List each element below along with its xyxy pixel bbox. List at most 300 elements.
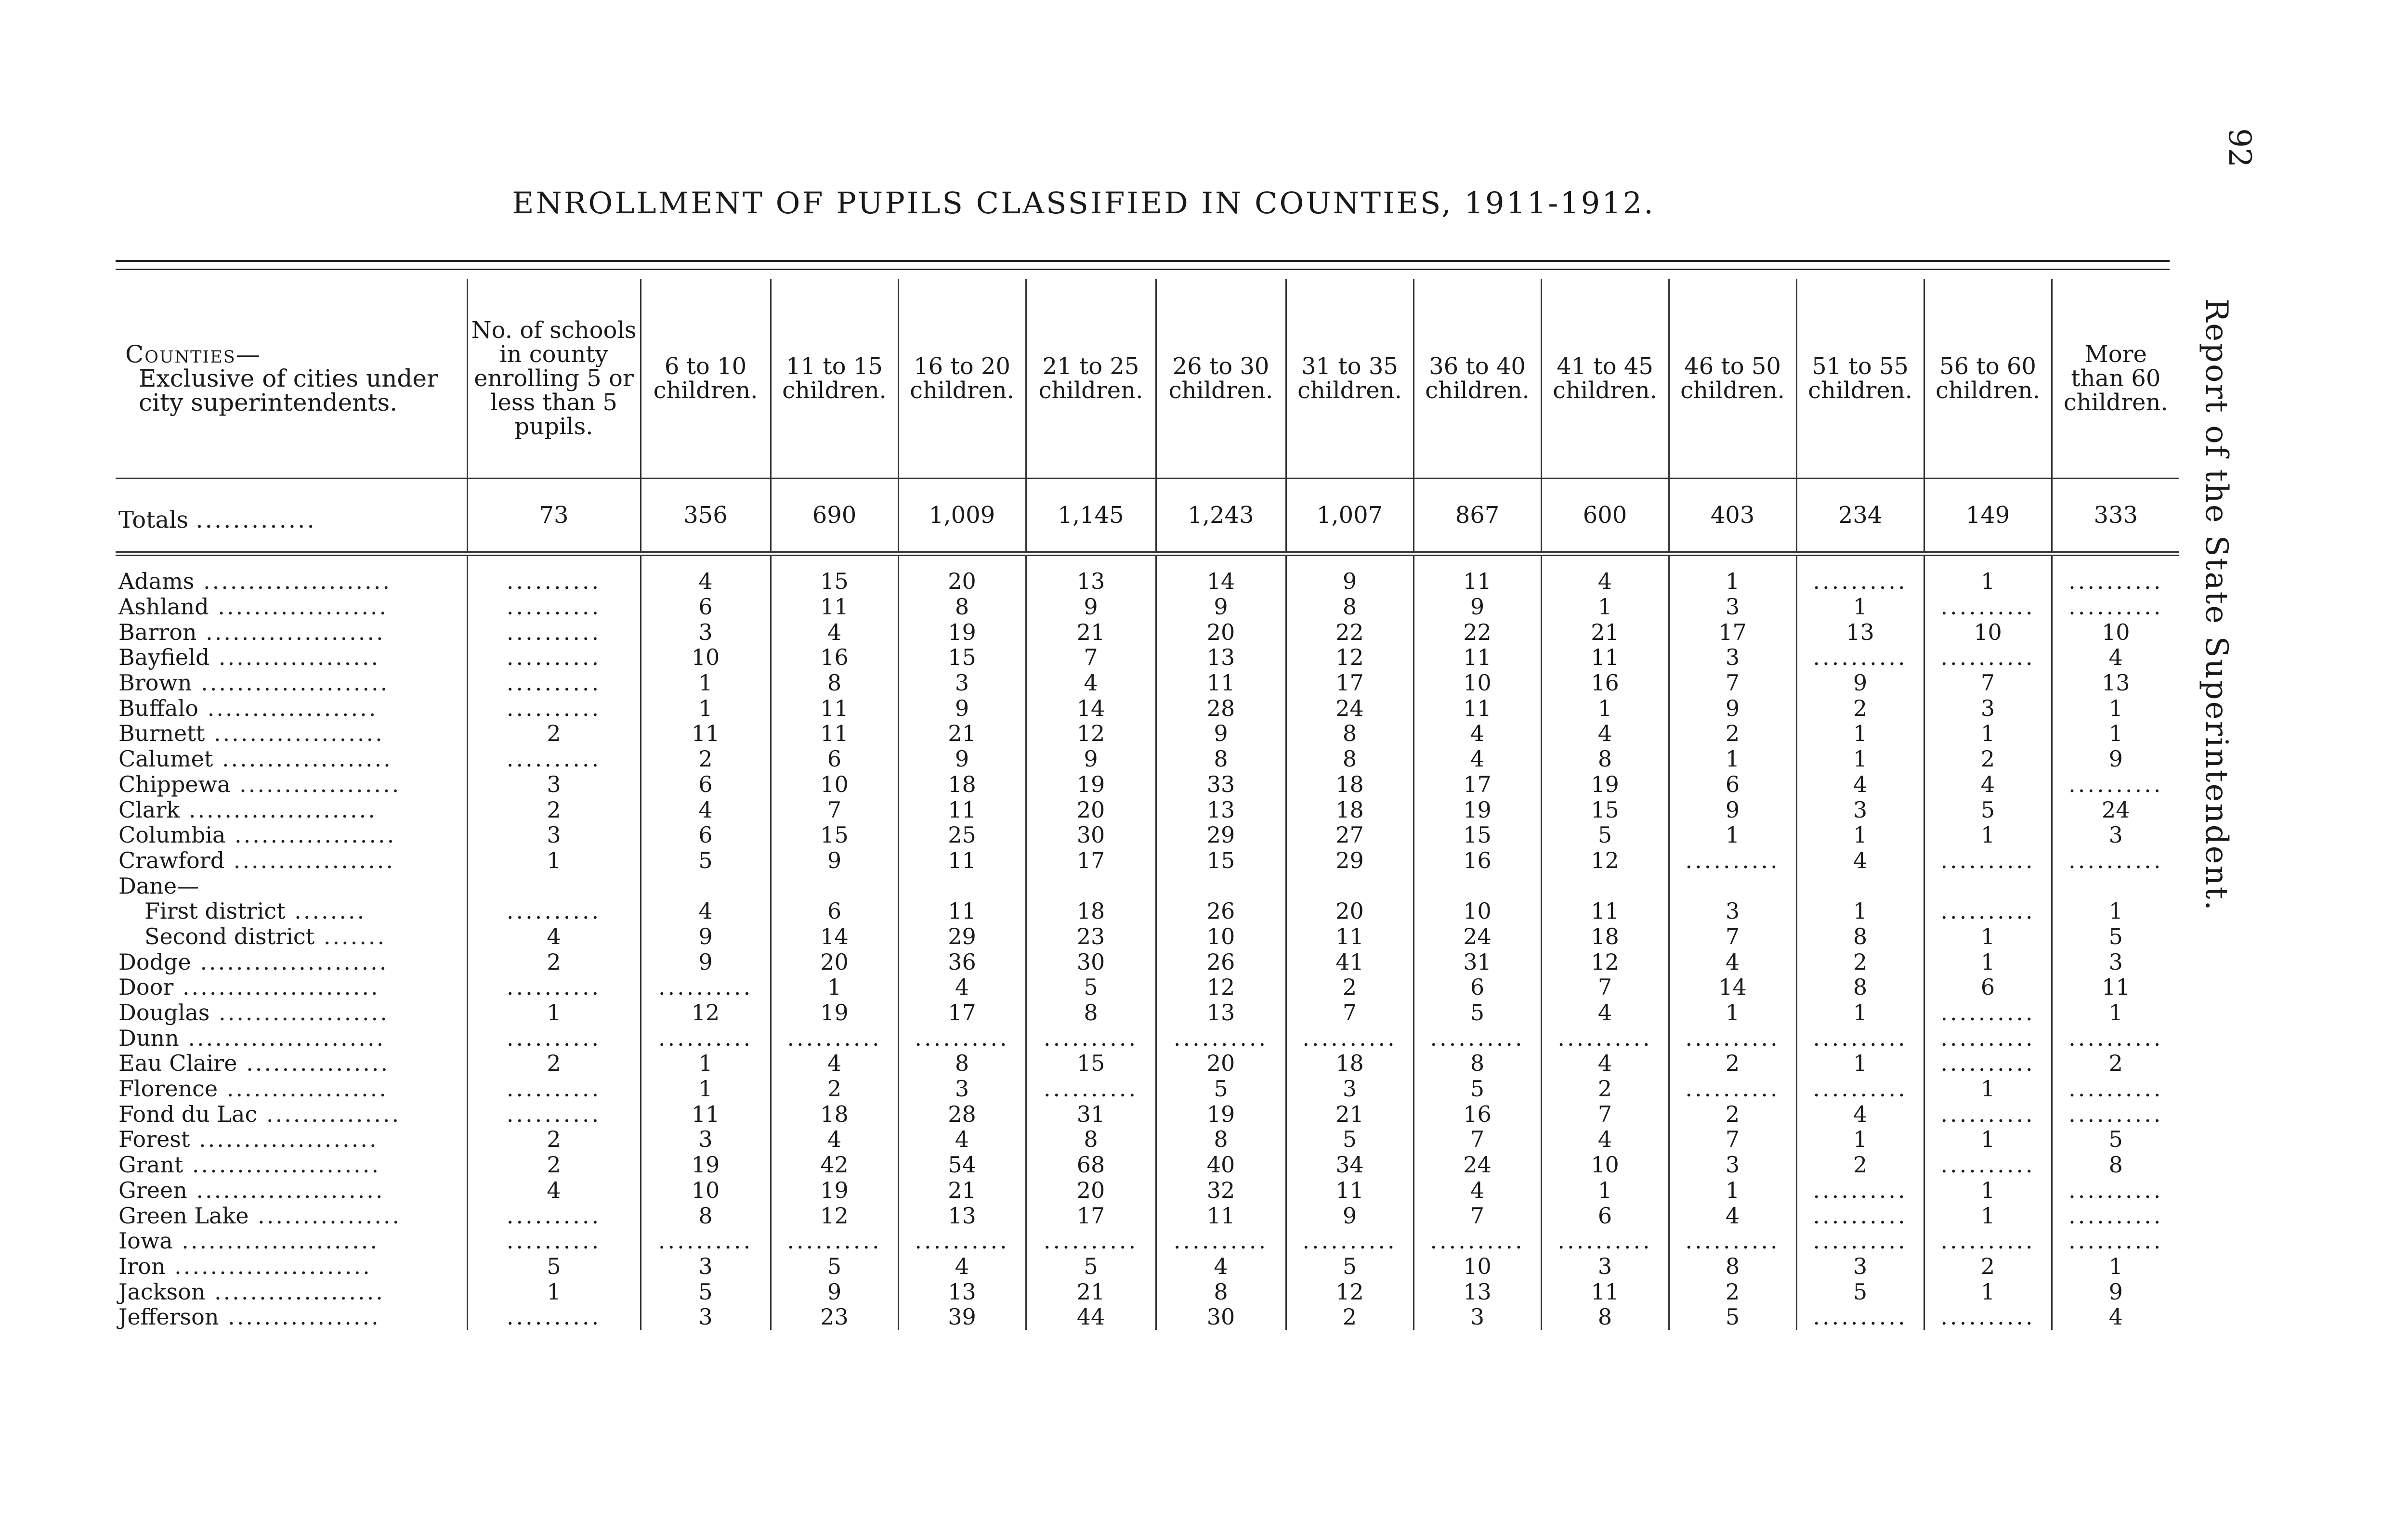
count-value: 18 <box>1591 923 1619 949</box>
count-cell <box>1669 1000 1796 1026</box>
count-cell <box>1796 822 1924 848</box>
count-value: 32 <box>1206 1177 1235 1203</box>
count-cell <box>1156 721 1286 746</box>
count-cell <box>641 721 771 746</box>
page-number: 92 <box>2222 128 2257 168</box>
count-value: 11 <box>1463 644 1492 671</box>
count-cell <box>641 1127 771 1152</box>
count-value: 41 <box>1335 948 1364 975</box>
count-cell <box>1669 924 1796 949</box>
count-cell <box>771 746 898 772</box>
count-cell <box>1413 1076 1541 1102</box>
empty-leader: .......... <box>506 974 602 1000</box>
count-cell <box>1796 670 1924 696</box>
count-cell <box>1796 949 1924 974</box>
county-name-text: Calumet <box>118 746 213 772</box>
county-row <box>116 1025 2179 1051</box>
county-row <box>116 772 2179 797</box>
count-value: 8 <box>1853 923 1868 949</box>
count-cell <box>1026 619 1156 645</box>
count-cell <box>1413 822 1541 848</box>
count-cell <box>1541 1076 1669 1102</box>
count-value: 12 <box>1591 948 1619 975</box>
empty-leader: .......... <box>506 898 602 924</box>
count-cell <box>1286 1051 1413 1076</box>
leader-dots: ................ <box>249 1203 402 1228</box>
count-cell <box>641 1152 771 1178</box>
header-36-to-40: 36 to 40 children. <box>1413 279 1541 479</box>
count-cell <box>2052 1279 2179 1304</box>
count-cell <box>1286 974 1413 1000</box>
count-value: 18 <box>1335 771 1364 797</box>
count-cell <box>1669 797 1796 822</box>
count-value: 10 <box>691 1177 720 1203</box>
count-value: 1 <box>1725 746 1740 772</box>
count-value: 8 <box>698 1202 713 1229</box>
count-value: 6 <box>1597 1202 1612 1229</box>
count-cell <box>641 822 771 848</box>
empty-leader: .......... <box>1940 594 2035 620</box>
count-cell <box>898 974 1026 1000</box>
count-cell <box>1669 670 1796 696</box>
count-cell <box>1669 1228 1796 1254</box>
count-value: 27 <box>1335 822 1364 848</box>
count-value: 12 <box>1591 847 1619 873</box>
count-cell <box>1156 670 1286 696</box>
count-cell <box>1026 924 1156 949</box>
count-cell <box>641 873 771 898</box>
county-name <box>116 1254 467 1279</box>
count-cell <box>2052 1076 2179 1102</box>
count-value: 7 <box>1597 1101 1612 1127</box>
count-value: 3 <box>1725 594 1740 620</box>
count-value: 10 <box>820 771 849 797</box>
count-cell <box>2052 1178 2179 1203</box>
empty-leader: .......... <box>506 594 602 620</box>
count-value: 1 <box>1853 1126 1868 1153</box>
count-cell <box>1669 645 1796 670</box>
count-cell <box>467 898 641 924</box>
leader-dots: ..................... <box>180 797 377 822</box>
count-cell <box>898 873 1026 898</box>
count-cell <box>771 949 898 974</box>
count-value: 4 <box>827 1126 842 1153</box>
empty-leader: .......... <box>1685 1076 1780 1102</box>
page-title: ENROLLMENT OF PUPILS CLASSIFIED IN COUNTIES, 1911-1912. <box>512 185 1655 221</box>
count-cell <box>1026 554 1156 594</box>
count-cell <box>1796 594 1924 620</box>
count-cell <box>2052 594 2179 620</box>
leader-dots: ................... <box>198 695 378 721</box>
count-value: 3 <box>1853 1253 1868 1279</box>
count-cell <box>641 848 771 873</box>
count-cell <box>1669 1304 1796 1330</box>
total-cell: 1,007 <box>1286 479 1413 554</box>
count-value: 1 <box>1725 822 1740 848</box>
count-cell <box>771 1051 898 1076</box>
total-cell: 1,009 <box>898 479 1026 554</box>
count-value: 2 <box>1853 695 1868 721</box>
header-row <box>116 279 2179 479</box>
header-16-to-20: 16 to 20 children. <box>898 279 1026 479</box>
count-cell <box>1541 1025 1669 1051</box>
count-value: 1 <box>1725 1000 1740 1026</box>
count-value: 31 <box>1076 1101 1105 1127</box>
county-name <box>116 772 467 797</box>
count-cell <box>771 619 898 645</box>
header-counties-note: Exclusive of cities under city superintendents. <box>139 364 438 416</box>
count-cell <box>2052 695 2179 721</box>
count-value: 9 <box>1214 594 1228 620</box>
count-cell <box>1413 619 1541 645</box>
count-cell <box>1796 797 1924 822</box>
count-value: 1 <box>1597 1177 1612 1203</box>
count-value: 3 <box>1725 898 1740 924</box>
count-value: 14 <box>820 923 849 949</box>
count-value: 18 <box>1335 796 1364 823</box>
county-name-text: Douglas <box>118 1000 210 1026</box>
count-cell <box>2052 1025 2179 1051</box>
count-cell <box>1669 1127 1796 1152</box>
count-value: 1 <box>827 974 842 1000</box>
count-value: 6 <box>827 898 842 924</box>
count-cell <box>1669 1152 1796 1178</box>
count-value: 5 <box>2108 1126 2123 1153</box>
county-name <box>116 746 467 772</box>
count-value: 26 <box>1206 898 1235 924</box>
count-value: 4 <box>1470 746 1485 772</box>
count-cell <box>1026 1076 1156 1102</box>
count-cell <box>1669 721 1796 746</box>
count-value: 8 <box>1214 746 1228 772</box>
count-cell <box>1413 924 1541 949</box>
leader-dots: ....... <box>314 923 387 949</box>
count-value: 36 <box>948 948 976 975</box>
count-cell <box>898 1152 1026 1178</box>
count-cell <box>1286 822 1413 848</box>
count-value: 8 <box>1342 720 1357 747</box>
count-cell <box>1156 746 1286 772</box>
count-value: 10 <box>1974 619 2002 645</box>
count-cell <box>1413 1228 1541 1254</box>
county-name <box>116 1051 467 1076</box>
count-cell <box>771 772 898 797</box>
count-value: 1 <box>2108 1000 2123 1026</box>
count-cell <box>641 746 771 772</box>
count-value: 11 <box>1206 670 1235 696</box>
count-cell <box>1156 1228 1286 1254</box>
count-value: 13 <box>2101 670 2130 696</box>
empty-leader: .......... <box>2068 771 2163 797</box>
count-value: 1 <box>698 695 713 721</box>
count-cell <box>771 1254 898 1279</box>
count-value: 17 <box>948 1000 976 1026</box>
count-value: 1 <box>1980 1177 1995 1203</box>
county-row <box>116 1254 2179 1279</box>
count-cell <box>1026 1101 1156 1127</box>
county-name-text: Fond du Lac <box>118 1101 258 1127</box>
empty-leader: .......... <box>1940 1025 2035 1051</box>
header-counties <box>116 279 467 479</box>
county-name <box>116 721 467 746</box>
count-value: 2 <box>1725 1101 1740 1127</box>
county-row <box>116 645 2179 670</box>
empty-leader: .......... <box>2068 1025 2163 1051</box>
county-name-text: First district <box>144 898 286 924</box>
count-cell <box>1541 974 1669 1000</box>
county-row <box>116 924 2179 949</box>
count-cell <box>1156 1076 1286 1102</box>
count-cell <box>1796 554 1924 594</box>
count-cell <box>771 822 898 848</box>
count-cell <box>2052 1127 2179 1152</box>
count-cell <box>898 797 1026 822</box>
count-value: 10 <box>1463 670 1492 696</box>
count-cell <box>771 1000 898 1026</box>
count-cell <box>1541 848 1669 873</box>
count-value: 1 <box>1853 594 1868 620</box>
count-cell <box>1026 873 1156 898</box>
empty-leader: .......... <box>2068 568 2163 595</box>
count-cell <box>771 924 898 949</box>
count-cell <box>1669 594 1796 620</box>
count-cell <box>1796 1178 1924 1203</box>
count-value: 9 <box>1084 594 1098 620</box>
empty-leader: .......... <box>787 1228 882 1254</box>
total-cell: 867 <box>1413 479 1541 554</box>
count-value: 5 <box>1470 1076 1485 1102</box>
count-value: 7 <box>1725 923 1740 949</box>
leader-dots: .................. <box>225 822 396 848</box>
empty-leader: .......... <box>506 670 602 696</box>
count-cell <box>898 949 1026 974</box>
count-cell <box>1541 1203 1669 1228</box>
count-value: 6 <box>698 822 713 848</box>
count-cell <box>641 1304 771 1330</box>
count-cell <box>1796 1000 1924 1026</box>
count-cell <box>1541 1254 1669 1279</box>
count-cell <box>1924 1304 2052 1330</box>
count-cell <box>1156 848 1286 873</box>
count-value: 4 <box>547 923 561 949</box>
count-cell <box>2052 873 2179 898</box>
count-value: 5 <box>827 1253 842 1279</box>
count-cell <box>771 1152 898 1178</box>
count-cell <box>1669 1101 1796 1127</box>
count-cell <box>1796 974 1924 1000</box>
count-value: 1 <box>2108 695 2123 721</box>
count-cell <box>1541 1051 1669 1076</box>
empty-leader: .......... <box>506 619 602 645</box>
count-cell <box>1156 554 1286 594</box>
count-value: 3 <box>1725 644 1740 671</box>
count-value: 15 <box>1591 796 1619 823</box>
count-cell <box>1413 1127 1541 1152</box>
count-value: 5 <box>1084 974 1098 1000</box>
count-cell <box>1413 695 1541 721</box>
count-cell <box>1924 1051 2052 1076</box>
count-value: 1 <box>698 1076 713 1102</box>
count-cell <box>1796 721 1924 746</box>
leader-dots: ..................... <box>191 949 389 974</box>
count-value: 4 <box>1853 1101 1868 1127</box>
count-cell <box>898 848 1026 873</box>
county-row <box>116 873 2179 898</box>
count-cell <box>898 1304 1026 1330</box>
county-name-text: Eau Claire <box>118 1051 237 1076</box>
header-21-to-25: 21 to 25 children. <box>1026 279 1156 479</box>
count-value: 21 <box>948 720 976 747</box>
empty-leader: .......... <box>1813 1304 1908 1330</box>
count-value: 5 <box>1214 1076 1228 1102</box>
count-value: 11 <box>820 695 849 721</box>
count-value: 5 <box>1597 822 1612 848</box>
count-value: 4 <box>1597 1000 1612 1026</box>
count-value: 22 <box>1335 619 1364 645</box>
count-cell <box>1156 1152 1286 1178</box>
leader-dots: ..................... <box>183 1152 380 1178</box>
count-value: 6 <box>827 746 842 772</box>
count-cell <box>771 1178 898 1203</box>
count-cell <box>898 1178 1026 1203</box>
count-cell <box>1286 1228 1413 1254</box>
count-cell <box>467 848 641 873</box>
count-value: 11 <box>1591 1278 1619 1305</box>
count-value: 15 <box>1463 822 1492 848</box>
count-value: 14 <box>1718 974 1747 1000</box>
count-value: 8 <box>1470 1050 1485 1077</box>
count-cell <box>898 924 1026 949</box>
count-cell <box>1413 848 1541 873</box>
count-cell <box>1413 670 1541 696</box>
count-cell <box>1156 873 1286 898</box>
count-cell <box>1286 1101 1413 1127</box>
count-cell <box>1796 1152 1924 1178</box>
count-value: 11 <box>1591 644 1619 671</box>
count-cell <box>1541 1279 1669 1304</box>
empty-leader: .......... <box>506 1304 602 1330</box>
count-value: 4 <box>698 898 713 924</box>
count-value: 29 <box>1335 847 1364 873</box>
count-cell <box>898 619 1026 645</box>
count-cell <box>1924 1000 2052 1026</box>
empty-leader: .......... <box>1813 568 1908 595</box>
count-value: 3 <box>2108 948 2123 975</box>
count-value: 10 <box>1206 923 1235 949</box>
count-cell <box>1924 721 2052 746</box>
count-cell <box>1413 1178 1541 1203</box>
count-cell <box>771 670 898 696</box>
county-name-text: Crawford <box>118 847 225 873</box>
count-value: 9 <box>1853 670 1868 696</box>
count-value: 8 <box>827 670 842 696</box>
count-value: 7 <box>1084 644 1098 671</box>
count-value: 16 <box>1463 847 1492 873</box>
count-value: 3 <box>1980 695 1995 721</box>
count-value: 13 <box>1463 1278 1492 1305</box>
count-cell <box>641 670 771 696</box>
count-value: 11 <box>1591 898 1619 924</box>
county-name-text: Dodge <box>118 949 191 974</box>
empty-leader: .......... <box>1430 1025 1525 1051</box>
empty-leader: .......... <box>506 1025 602 1051</box>
count-value: 5 <box>1853 1278 1868 1305</box>
empty-leader: .......... <box>506 644 602 671</box>
count-cell <box>771 1203 898 1228</box>
count-cell <box>1669 554 1796 594</box>
header-counties-label: Counties— <box>125 340 261 368</box>
count-cell <box>1026 1152 1156 1178</box>
leader-dots: .................. <box>209 645 380 670</box>
count-value: 1 <box>1980 720 1995 747</box>
leader-dots: ...................... <box>172 1228 379 1254</box>
count-value: 5 <box>698 1278 713 1305</box>
county-name-text: Jefferson <box>118 1304 219 1330</box>
count-value: 19 <box>1591 771 1619 797</box>
count-value: 13 <box>1206 644 1235 671</box>
count-cell <box>1413 1152 1541 1178</box>
county-row <box>116 949 2179 974</box>
count-value: 12 <box>820 1202 849 1229</box>
count-cell <box>1026 594 1156 620</box>
count-cell <box>641 1254 771 1279</box>
county-name <box>116 670 467 696</box>
count-cell <box>1156 1178 1286 1203</box>
count-value: 7 <box>1470 1126 1485 1153</box>
count-cell <box>1541 822 1669 848</box>
count-value: 17 <box>1076 1202 1105 1229</box>
count-cell <box>771 898 898 924</box>
count-value: 2 <box>1725 1278 1740 1305</box>
totals-label <box>116 479 467 554</box>
county-name <box>116 822 467 848</box>
count-cell <box>641 1025 771 1051</box>
count-cell <box>771 1304 898 1330</box>
count-value: 1 <box>1853 898 1868 924</box>
count-cell <box>1286 1254 1413 1279</box>
county-name-text: Chippewa <box>118 771 231 797</box>
leader-dots: ................... <box>205 721 384 746</box>
count-value: 1 <box>1597 594 1612 620</box>
count-cell <box>1286 1203 1413 1228</box>
count-cell <box>898 554 1026 594</box>
count-value: 21 <box>1591 619 1619 645</box>
count-value: 8 <box>1342 746 1357 772</box>
count-value: 30 <box>1076 948 1105 975</box>
county-name <box>116 1279 467 1304</box>
empty-leader: .......... <box>1813 1177 1908 1203</box>
count-cell <box>771 873 898 898</box>
count-value: 8 <box>1597 746 1612 772</box>
count-value: 9 <box>827 1278 842 1305</box>
count-cell <box>1924 772 2052 797</box>
leader-dots: ...................... <box>179 1025 386 1051</box>
county-name <box>116 1152 467 1178</box>
count-value: 24 <box>1463 1152 1492 1178</box>
count-value: 2 <box>2108 1050 2123 1077</box>
count-cell <box>1541 898 1669 924</box>
count-value: 2 <box>547 948 561 975</box>
county-name <box>116 619 467 645</box>
county-name <box>116 554 467 594</box>
count-value: 26 <box>1206 948 1235 975</box>
count-value: 15 <box>1206 847 1235 873</box>
count-cell <box>1156 822 1286 848</box>
county-row <box>116 695 2179 721</box>
count-value: 9 <box>1342 568 1357 595</box>
count-value: 8 <box>1214 1126 1228 1153</box>
county-name-text: Bayfield <box>118 645 210 670</box>
